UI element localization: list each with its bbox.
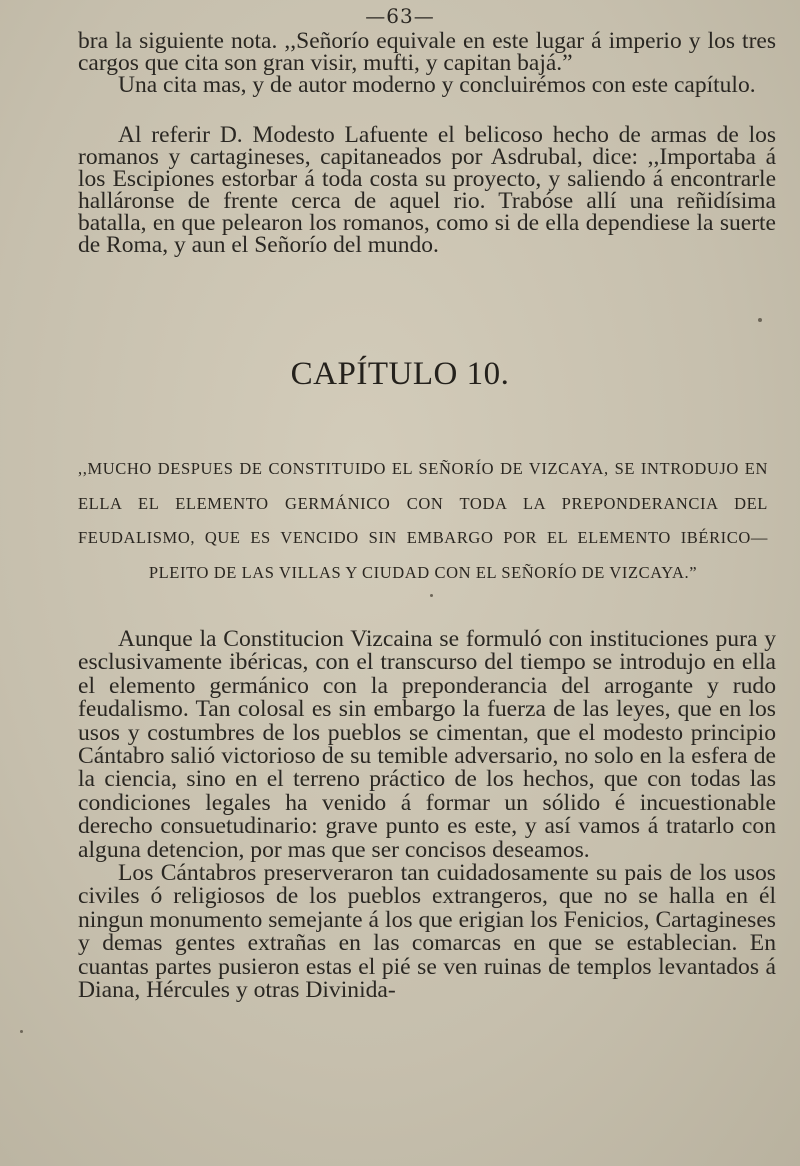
intro-paragraph-closing: Una cita mas, y de autor moderno y concluirémos con este capítulo. — [118, 72, 756, 98]
intro-text — [78, 30, 776, 96]
lafuente-text — [78, 124, 776, 256]
body-text — [78, 628, 776, 1003]
page-number: —63— — [365, 4, 435, 28]
body-paragraph-1: Aunque la Constitucion Vizcaina se formuló con instituciones pura y esclusivamente ibéricas, con el transcurso del tiempo se introdujo en ella el elemento germánico con la preponderancia del arrogante y rudo feudalismo. Tan colosal es sin embargo la fuerza de las leyes, que en los usos y costumbres de los pueblos se cimentan, que el modesto principio Cántabro salió victorioso de su temible adversario, no solo en la esfera de la ciencia, sino en el terreno práctico de los hechos, que con todas las condiciones legales ha venido á formar un sólido é incuestionable derecho consuetudinario: grave punto es este, y así vamos á tratarlo con alguna detencion, por mas que ser concisos deseamos. — [78, 626, 776, 863]
body-paragraph-2: Los Cántabros preserveraron tan cuidadosamente su pais de los usos civiles ó religiosos de los pueblos extrangeros, que no se halla en él ningun monumento semejante á los que erigian los Fenicios, Cartagineses y demas gentes extrañas en las comarcas en que se establecian. En cuantas partes pusieron estas el pié se ven ruinas de templos levantados á Diana, Hércules y otras Divinida- — [78, 860, 776, 1004]
paper-speck — [430, 594, 433, 597]
paper-speck — [20, 1030, 23, 1033]
chapter-summary: ,,MUCHO DESPUES DE CONSTITUIDO EL SEÑORÍO DE VIZCAYA, SE INTRODUJO EN ELLA EL ELEMENTO GERMÁNICO CON TODA LA PREPONDERANCIA DEL FEUDALISMO, QUE ES VENCIDO SIN EMBARGO POR EL ELEMENTO IBÉRICO—PLEITO DE LAS VILLAS Y CIUDAD CON EL SEÑORÍO DE VIZCAYA.” — [78, 459, 768, 582]
lafuente-paragraph: Al referir D. Modesto Lafuente el belicoso hecho de armas de los romanos y cartagineses, capitaneados por Asdrubal, dice: ,,Importaba á los Escipiones estorbar á toda costa su proyecto, y saliendo á encontrarle halláronse de frente cerca de aquel rio. Trabóse allí una reñidísima batalla, en que pelearon los romanos, como si de ella dependiese la suerte de Roma, y aun el Señorío del mundo. — [78, 122, 776, 258]
intro-paragraph-quote: bra la siguiente nota. ,,Señorío equivale en este lugar á imperio y los tres cargos que cita son gran visir, mufti, y capitan bajá.” — [78, 28, 776, 76]
paper-speck — [758, 318, 762, 322]
chapter-heading: CAPÍTULO 10. — [290, 356, 510, 392]
